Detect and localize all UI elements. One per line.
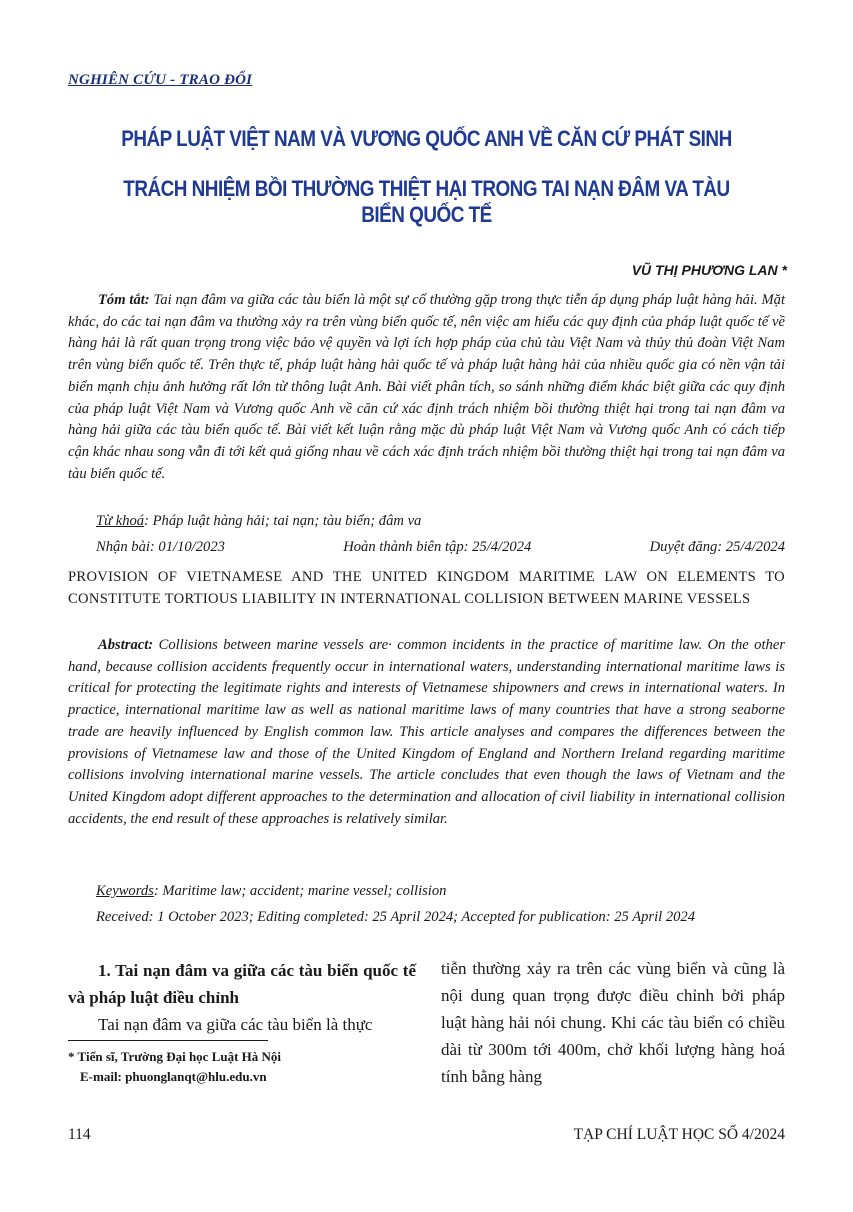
dates-vietnamese (96, 539, 785, 556)
date-received-vi: Nhận bài: 01/10/2023 (96, 539, 225, 555)
journal-name: TẠP CHÍ LUẬT HỌC SỐ 4/2024 (573, 1126, 785, 1143)
article-title-line-2: TRÁCH NHIỆM BỒI THƯỜNG THIỆT HẠI TRONG TAI NẠN ĐÂM VA TÀU BIỂN QUỐC TẾ (123, 176, 730, 227)
date-edited-vi: Hoàn thành biên tập: 25/4/2024 (343, 539, 532, 555)
abstract-vi-text: Tai nạn đâm va giữa các tàu biển là một sự cố thường gặp trong thực tiễn áp dụng pháp luật hàng hải. Mặt khác, do các tai nạn đâm va thường xảy ra trên vùng biển quốc tế, nên việc am hiểu các quy định của pháp luật quốc tế về hàng hải là rất quan trọng trong việc bảo vệ quyền và lợi ích hợp pháp của chủ tàu Việt Nam và thủy thủ đoàn Việt Nam trên vùng biển quốc tế. Trên thực tế, pháp luật hàng hải quốc tế và pháp luật hàng hải của nhiều quốc gia có nền vận tải biển mạnh chịu ảnh hưởng rất lớn từ thông luật Anh. Bài viết phân tích, so sánh những điểm khác biệt giữa các quy định của pháp luật Việt Nam và Vương quốc Anh về căn cứ xác định trách nhiệm bồi thường thiệt hại trong tai nạn đâm va hàng hải giữa các tàu biển quốc tế. Bài viết kết luận rằng mặc dù pháp luật Việt Nam và Vương quốc Anh có cách tiếp cận khác nhau song vẫn đi tới kết quả giống nhau về cách xác định trách nhiệm bồi thường thiệt hại trong tai nạn đâm va tàu biển quốc tế. (68, 292, 785, 482)
abstract-en-label: Abstract: (98, 637, 154, 653)
footnote (68, 1047, 281, 1087)
article-title-line-1: PHÁP LUẬT VIỆT NAM VÀ VƯƠNG QUỐC ANH VỀ CĂN CỨ PHÁT SINH (121, 126, 732, 151)
footnote-email: E-mail: phuonglanqt@hlu.edu.vn (80, 1069, 267, 1084)
keywords-en-label: Keywords (96, 883, 154, 899)
keywords-english (96, 883, 446, 900)
keywords-vietnamese (96, 513, 421, 530)
date-accepted-vi: Duyệt đăng: 25/4/2024 (649, 539, 785, 555)
abstract-vi-label: Tóm tắt: (98, 292, 150, 308)
footnote-divider (68, 1040, 268, 1041)
section-tag: NGHIÊN CỨU - TRAO ĐỔI (68, 72, 253, 88)
section-heading: 1. Tai nạn đâm va giữa các tàu biển quốc tế và pháp luật điều chỉnh (68, 961, 416, 1007)
left-column-text: Tai nạn đâm va giữa các tàu biển là thực (98, 1015, 373, 1034)
dates-english: Received: 1 October 2023; Editing completed: 25 April 2024; Accepted for publication: 25 April 2024 (96, 909, 696, 925)
title-english: PROVISION OF VIETNAMESE AND THE UNITED KINGDOM MARITIME LAW ON ELEMENTS TO CONSTITUTE TORTIOUS LIABILITY IN INTERNATIONAL COLLISION BETWEEN MARINE VESSELS (68, 569, 785, 607)
author-name: VŨ THỊ PHƯƠNG LAN * (631, 262, 787, 278)
footnote-affiliation: * Tiến sĩ, Trường Đại học Luật Hà Nội (68, 1049, 282, 1064)
left-column (68, 957, 416, 1038)
keywords-vi-label: Từ khoá (96, 513, 145, 529)
keywords-vi-text: : Pháp luật hàng hải; tai nạn; tàu biển; đâm va (144, 513, 422, 529)
abstract-english (68, 635, 785, 830)
abstract-en-text: Collisions between marine vessels are· common incidents in the practice of maritime law. On the other hand, because collision accidents frequently occur in international waters, understanding international maritime laws is critical for protecting the legitimate rights and interests of Vietnamese shipowners and crews in international waters. In practice, international maritime law as well as national maritime laws of many countries that have a strong seaborne trade are heavily influenced by English common law. This article analyses and compares the differences between the provisions of Vietnamese law and those of the United Kingdom of England and Northern Ireland regarding maritime collisions involving international marine vessels. The article concludes that even though the laws of Vietnam and the United Kingdom adopt different approaches to the determination and allocation of civil liability in international collision accidents, the end result of these approaches is relatively similar. (68, 637, 785, 827)
right-column-text: tiễn thường xảy ra trên các vùng biển và cũng là nội dung quan trọng được điều chỉnh bởi pháp luật hàng hải nói chung. Khi các tàu biển có chiều dài từ 300m tới 400m, chở khối lượng hàng hoá tính bằng hàng (441, 959, 785, 1086)
page-number: 114 (68, 1126, 91, 1143)
abstract-vietnamese (68, 290, 785, 485)
keywords-en-text: : Maritime law; accident; marine vessel; collision (153, 883, 447, 899)
